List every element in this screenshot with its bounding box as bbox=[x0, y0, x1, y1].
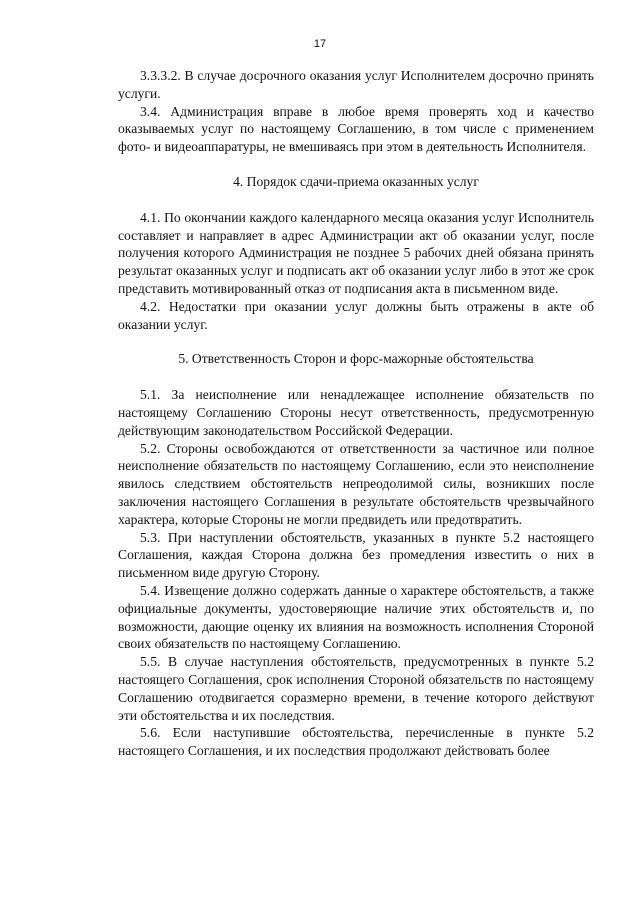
section-4-heading: 4. Порядок сдачи-приема оказанных услуг bbox=[233, 173, 479, 189]
paragraph-3-3-3-2: 3.3.3.2. В случае досрочного оказания услуг Исполнителем досрочно принять услуги. bbox=[118, 68, 594, 101]
section-5-heading: 5. Ответственность Сторон и форс-мажорные обстоятельства bbox=[178, 351, 534, 367]
paragraph-5-1: 5.1. За неисполнение или ненадлежащее исполнение обязательств по настоящему Соглашению Стороны несут ответственность, предусмотренную действующим законодательством Российской Федерации. bbox=[118, 387, 594, 438]
paragraph-5-3: 5.3. При наступлении обстоятельств, указанных в пункте 5.2 настоящего Соглашения, каждая Сторона должна без промедления известить о них в письменном виде другую Сторону. bbox=[118, 529, 594, 581]
paragraph-4-2: 4.2. Недостатки при оказании услуг должны быть отражены в акте об оказании услуг. bbox=[118, 298, 594, 332]
paragraph-4-1: 4.1. По окончании каждого календарного месяца оказания услуг Исполнитель составляет и направляет в адрес Администрации акт об оказании услуг, после получения которого Администрация не позднее 5 рабочих дней обязана принять результат оказанных услуг и подписать акт об оказании услуг либо в этот же срок представить мотивированный отказ от подписания акта в письменном виде. bbox=[118, 209, 594, 296]
paragraph-5-5: 5.5. В случае наступления обстоятельств, предусмотренных в пункте 5.2 настоящего Соглашения, срок исполнения Стороной обязательств по настоящему Соглашению отодвигается соразмерно времени, в течение которого действуют эти обстоятельства и их последствия. bbox=[118, 654, 594, 723]
paragraph-5-6: 5.6. Если наступившие обстоятельства, перечисленные в пункте 5.2 настоящего Соглашения, и их последствия продолжают действовать более bbox=[118, 725, 594, 759]
paragraph-3-4: 3.4. Администрация вправе в любое время проверять ход и качество оказываемых услуг по настоящему Соглашению, в том числе с применением фото- и видеоаппаратуры, не вмешиваясь при этом в деятельность Исполнителя. bbox=[118, 103, 594, 155]
document-body bbox=[118, 67, 594, 760]
paragraph-5-2: 5.2. Стороны освобождаются от ответственности за частичное или полное неисполнение обязательств по настоящему Соглашению, если это неисполнение явилось следствием обстоятельств непреодолимой силы, возникших после заключения настоящего Соглашения в результате обстоятельств чрезвычайного характера, которые Стороны не могли предвидеть или предотвратить. bbox=[118, 440, 594, 527]
page-number: 17 bbox=[313, 38, 327, 50]
paragraph-5-4: 5.4. Извещение должно содержать данные о характере обстоятельств, а также официальные документы, удостоверяющие наличие этих обстоятельств и, по возможности, дающие оценку их влияния на возможность исполнения Стороной своих обязательств по настоящему Соглашению. bbox=[118, 582, 594, 652]
